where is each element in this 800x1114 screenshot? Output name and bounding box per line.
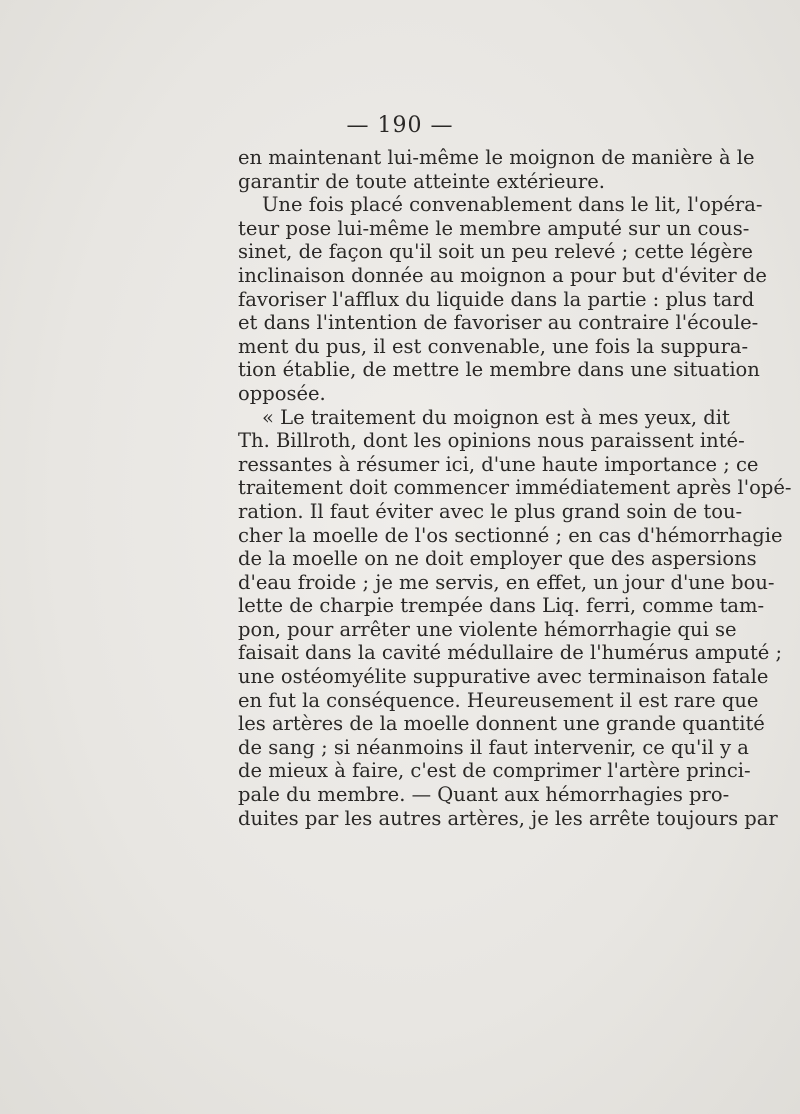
text-line: d'eau froide ; je me servis, en effet, un jour d'une bou-: [238, 570, 775, 594]
text-line: pale du membre. — Quant aux hémorrhagies pro-: [238, 783, 730, 807]
text-line: ration. Il faut éviter avec le plus grand soin de tou-: [238, 499, 743, 523]
body-text: [238, 146, 792, 830]
text-line: de sang ; si néanmoins il faut intervenir, ce qu'il y a: [238, 735, 749, 759]
text-line: faisait dans la cavité médullaire de l'humérus amputé ;: [238, 641, 783, 665]
text-line: « Le traitement du moignon est à mes yeux, dit: [262, 405, 730, 429]
text-line: cher la moelle de l'os sectionné ; en cas d'hémorrhagie: [238, 523, 783, 547]
text-line: une ostéomyélite suppurative avec terminaison fatale: [238, 665, 769, 689]
text-line: teur pose lui-même le membre amputé sur un cous-: [238, 216, 750, 240]
text-line: favoriser l'afflux du liquide dans la partie : plus tard: [238, 287, 755, 311]
text-line: opposée.: [238, 381, 326, 405]
text-line: pon, pour arrêter une violente hémorrhagie qui se: [238, 617, 737, 641]
text-line: lette de charpie trempée dans Liq. ferri, comme tam-: [238, 594, 765, 618]
text-line: tion établie, de mettre le membre dans une situation: [238, 358, 760, 382]
text-line: ment du pus, il est convenable, une fois la suppura-: [238, 334, 749, 358]
text-line: sinet, de façon qu'il soit un peu relevé ; cette légère: [238, 240, 753, 264]
text-line: de la moelle on ne doit employer que des aspersions: [238, 547, 757, 571]
text-line: Th. Billroth, dont les opinions nous paraissent inté-: [238, 429, 745, 453]
text-line: de mieux à faire, c'est de comprimer l'artère princi-: [238, 759, 751, 783]
text-line: traitement doit commencer immédiatement après l'opé-: [238, 476, 792, 500]
text-line: duites par les autres artères, je les arrête toujours par: [238, 806, 778, 830]
text-line: inclinaison donnée au moignon a pour but d'éviter de: [238, 263, 767, 287]
text-line: en fut la conséquence. Heureusement il est rare que: [238, 688, 759, 712]
text-line: ressantes à résumer ici, d'une haute importance ; ce: [238, 452, 759, 476]
text-line: en maintenant lui-même le moignon de manière à le: [238, 146, 755, 169]
text-line: Une fois placé convenablement dans le lit, l'opéra-: [262, 193, 763, 217]
text-line: garantir de toute atteinte extérieure.: [238, 169, 605, 193]
page-number: — 190 —: [346, 113, 454, 138]
text-line: et dans l'intention de favoriser au contraire l'écoule-: [238, 311, 759, 335]
text-line: les artères de la moelle donnent une grande quantité: [238, 712, 765, 736]
